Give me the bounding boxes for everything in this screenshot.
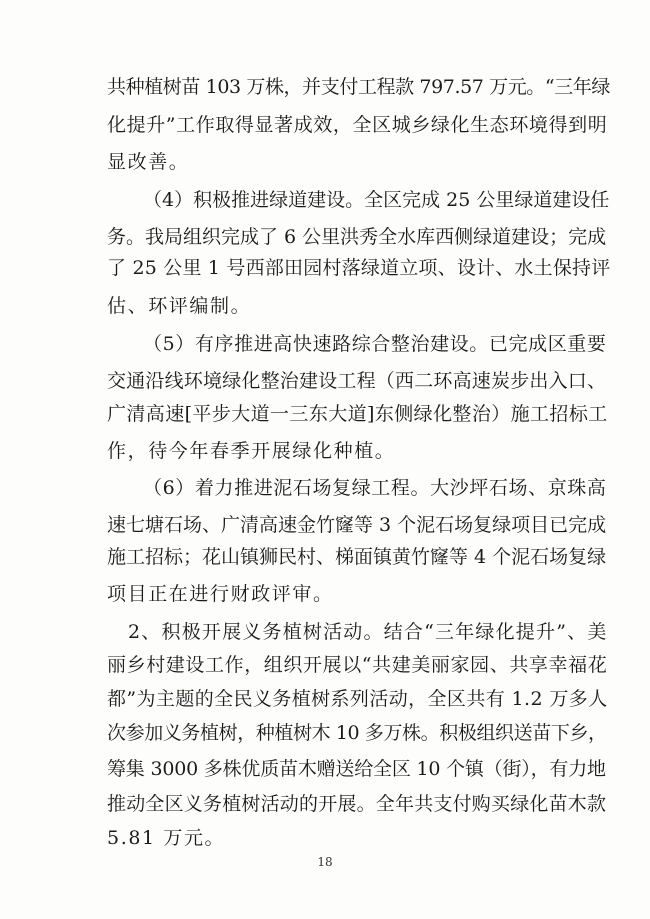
text-line: 丽乡村建设工作，组织开展以“共建美丽家园、共享幸福花	[107, 654, 608, 676]
text-line: 筹集 3000 多株优质苗木赠送给全区 10 个镇（街），有力地	[107, 758, 606, 780]
text-line: 交通沿线环境绿化整治建设工程（西二环高速炭步出入口、	[107, 370, 607, 392]
page-number: 18	[317, 855, 333, 869]
text-line: 共种植树苗 103 万株，并支付工程款 797.57 万元。“三年绿	[107, 76, 611, 98]
text-line: 务。我局组织完成了 6 公里洪秀全水库西侧绿道建设；完成	[107, 226, 607, 248]
text-line: （4）积极推进绿道建设。全区完成 25 公里绿道建设任	[143, 189, 610, 211]
text-line: 2、积极开展义务植树活动。结合“三年绿化提升”、美	[128, 621, 608, 643]
text-line: 了 25 公里 1 号西部田园村落绿道立项、设计、水土保持评	[107, 257, 611, 279]
text-line: 施工招标；花山镇狮民村、梯面镇黄竹窿等 4 个泥石场复绿	[107, 546, 607, 568]
text-line: 都”为主题的全民义务植树系列活动，全区共有 1.2 万多人	[107, 688, 608, 710]
text-line: （5）有序推进高快速路综合整治建设。已完成区重要	[143, 333, 607, 355]
text-line: 次参加义务植树，种植树木 10 多万株。积极组织送苗下乡，	[107, 722, 607, 744]
text-line: 5.81 万元。	[107, 827, 226, 849]
text-line: 显改善。	[107, 151, 190, 173]
text-line: 作，待今年春季开展绿化种植。	[107, 440, 396, 462]
text-line: 广清高速[平步大道一三东大道]东侧绿化整治）施工招标工	[107, 403, 608, 425]
text-line: 推动全区义务植树活动的开展。全年共支付购买绿化苗木款	[107, 793, 607, 815]
text-line: （6）着力推进泥石场复绿工程。大沙坪石场、京珠高	[143, 477, 607, 499]
text-line: 化提升”工作取得显著成效，全区城乡绿化生态环境得到明	[107, 114, 608, 136]
text-line: 估、环评编制。	[107, 295, 252, 317]
text-line: 项目正在进行财政评审。	[107, 583, 334, 605]
text-line: 速七塘石场、广清高速金竹窿等 3 个泥石场复绿项目已完成	[107, 514, 607, 536]
